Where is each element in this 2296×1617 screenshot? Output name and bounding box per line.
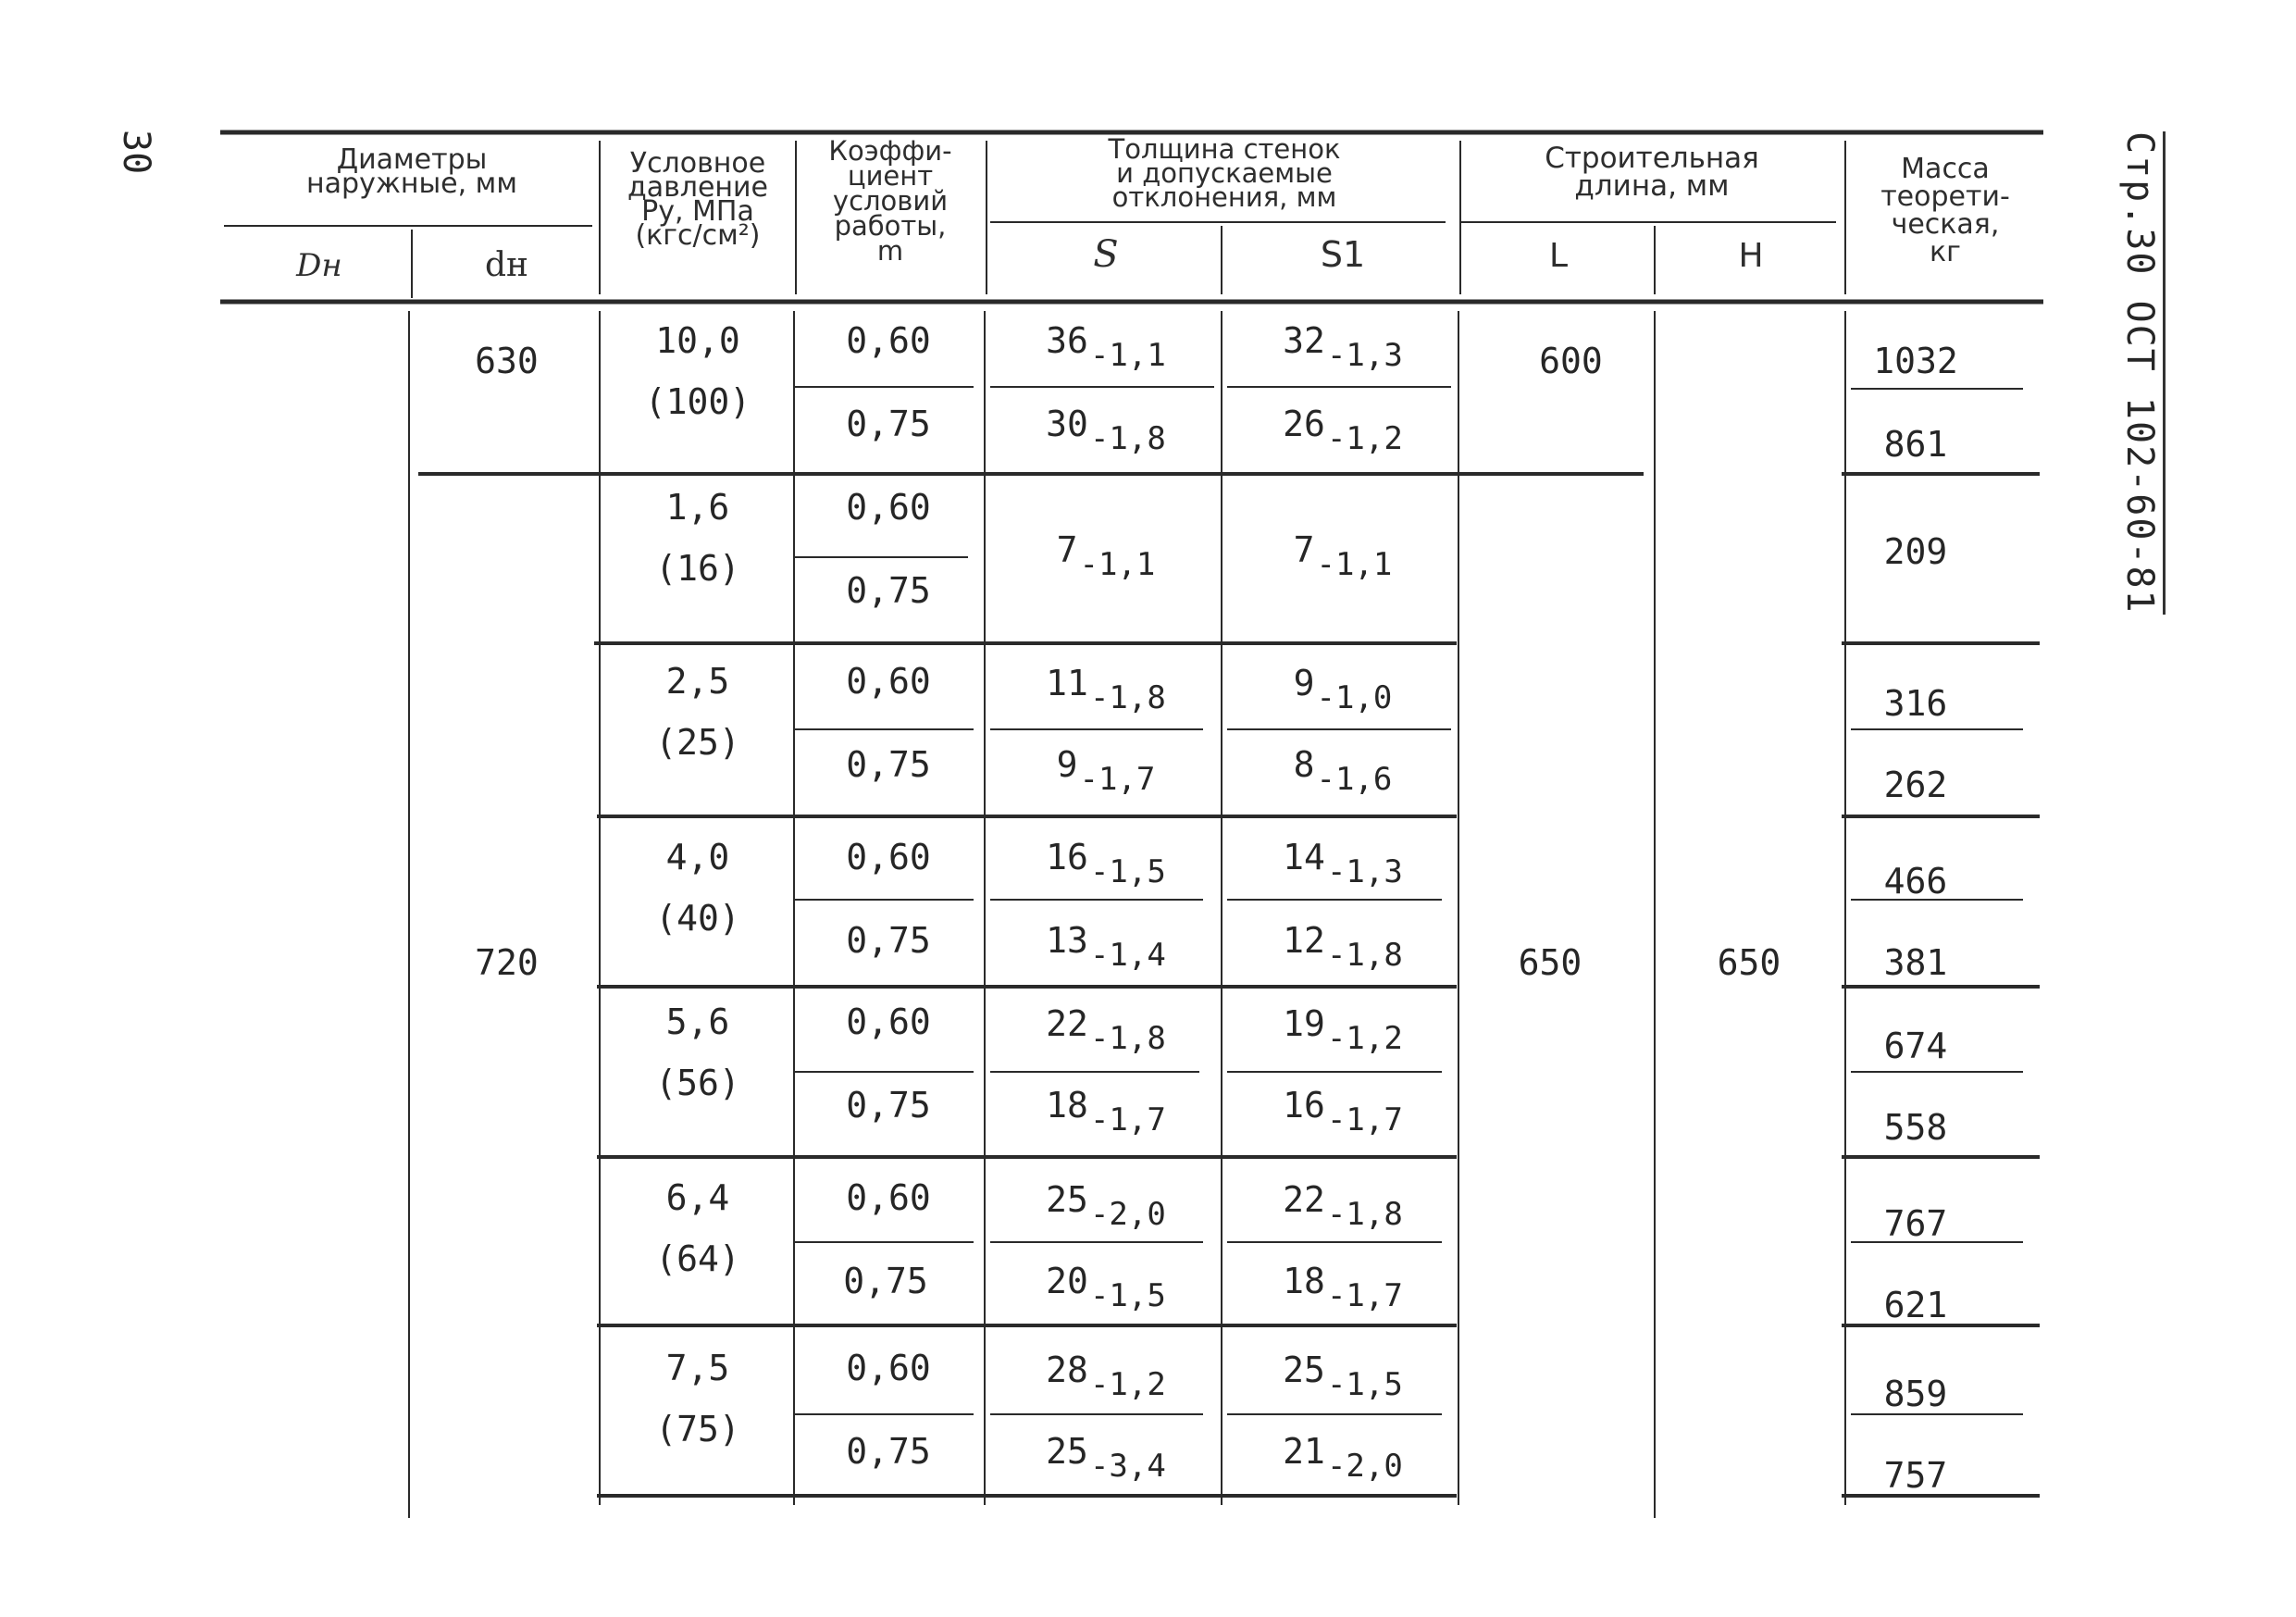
- pressure-kgf: (40): [655, 898, 740, 939]
- thickness-s1: $19_{-1,2}$: [1283, 1003, 1403, 1057]
- thickness-s1: $12_{-1,8}$: [1283, 920, 1403, 974]
- thickness-s: $25_{-2,0}$: [1046, 1179, 1166, 1233]
- mass-value: 262: [1883, 765, 1948, 805]
- header-mass: Масса теорети- ческая, кг: [1880, 153, 2010, 268]
- pressure-mpa: 2,5: [665, 661, 730, 702]
- thickness-s: $7_{-1,1}$: [1056, 529, 1156, 583]
- thickness-s1: $26_{-1,2}$: [1283, 404, 1403, 457]
- thickness-s: $16_{-1,5}$: [1046, 837, 1166, 890]
- coef-m: 0,75: [846, 920, 931, 961]
- header-length: Строительная длина, мм: [1545, 142, 1759, 203]
- thickness-s: $22_{-1,8}$: [1046, 1003, 1166, 1057]
- coef-m: 0,75: [846, 744, 931, 785]
- pressure-mpa: 1,6: [665, 487, 730, 528]
- thickness-s1: $32_{-1,3}$: [1283, 320, 1403, 374]
- coef-m: 0,60: [846, 1348, 931, 1388]
- thickness-s: $30_{-1,8}$: [1046, 404, 1166, 457]
- pressure-kgf: (25): [655, 722, 740, 763]
- thickness-s1: $25_{-1,5}$: [1283, 1350, 1403, 1403]
- coef-m: 0,75: [846, 1085, 931, 1126]
- pressure-kgf: (64): [655, 1238, 740, 1279]
- header-s1: S1: [1320, 234, 1366, 275]
- thickness-s1: $16_{-1,7}$: [1283, 1085, 1403, 1138]
- coef-m: 0,75: [846, 570, 931, 611]
- thickness-s: $9_{-1,7}$: [1056, 744, 1156, 798]
- page-number: 30: [115, 130, 157, 175]
- mass-value: 466: [1883, 861, 1948, 902]
- thickness-s1: $7_{-1,1}$: [1293, 529, 1393, 583]
- thickness-s1: $18_{-1,7}$: [1283, 1261, 1403, 1314]
- length-h-650: 650: [1717, 942, 1781, 983]
- mass-value: 767: [1883, 1203, 1948, 1244]
- pressure-mpa: 7,5: [665, 1348, 730, 1388]
- header-diameters: Диаметры наружные, мм: [306, 143, 517, 200]
- header-dn-inner: dн: [484, 246, 529, 284]
- thickness-s: $36_{-1,1}$: [1046, 320, 1166, 374]
- mass-value: 381: [1883, 942, 1948, 983]
- header-dn-outer: Dн: [296, 247, 342, 284]
- header-coef: Коэффи- циент условий работы, m: [828, 135, 952, 267]
- pressure-mpa: 10,0: [655, 320, 740, 361]
- thickness-s: $11_{-1,8}$: [1046, 663, 1166, 716]
- thickness-s1: $14_{-1,3}$: [1283, 837, 1403, 890]
- thickness-s: $13_{-1,4}$: [1046, 920, 1166, 974]
- mass-value: 757: [1883, 1455, 1948, 1496]
- mass-value: 209: [1883, 531, 1948, 572]
- pressure-kgf: (75): [655, 1409, 740, 1449]
- coef-m: 0,75: [846, 1431, 931, 1472]
- dn-630: 630: [475, 341, 539, 381]
- coef-m: 0,60: [846, 1177, 931, 1218]
- coef-m: 0,60: [846, 487, 931, 528]
- pressure-mpa: 5,6: [665, 1001, 730, 1042]
- thickness-s1: $9_{-1,0}$: [1293, 663, 1393, 716]
- length-l-600: 600: [1539, 341, 1603, 381]
- header-h: H: [1738, 237, 1764, 275]
- pressure-kgf: (56): [655, 1063, 740, 1103]
- pressure-mpa: 6,4: [665, 1177, 730, 1218]
- thickness-s: $18_{-1,7}$: [1046, 1085, 1166, 1138]
- thickness-s1: $21_{-2,0}$: [1283, 1431, 1403, 1485]
- thickness-s: $20_{-1,5}$: [1046, 1261, 1166, 1314]
- thickness-s: $28_{-1,2}$: [1046, 1350, 1166, 1403]
- mass-value: 558: [1883, 1107, 1948, 1148]
- mass-value: 316: [1883, 683, 1948, 724]
- coef-m: 0,75: [846, 404, 931, 444]
- mass-value: 674: [1883, 1026, 1948, 1066]
- thickness-s: $25_{-3,4}$: [1046, 1431, 1166, 1485]
- coef-m: 0,60: [846, 320, 931, 361]
- pressure-kgf: (16): [655, 548, 740, 589]
- header-thickness: Толщина стенок и допускаемые отклонения, мм: [1108, 133, 1341, 213]
- thickness-s1: $8_{-1,6}$: [1293, 744, 1393, 798]
- mass-value: 621: [1883, 1285, 1948, 1325]
- document-code: Стр.30 ОСТ 102-60-81: [2118, 131, 2166, 615]
- thickness-s1: $22_{-1,8}$: [1283, 1179, 1403, 1233]
- header-pressure: Условное давление Pу, МПа (кгс/см²): [627, 147, 768, 252]
- length-l-650: 650: [1518, 942, 1582, 983]
- mass-value: 859: [1883, 1374, 1948, 1414]
- mass-value: 1032: [1873, 341, 1958, 381]
- pressure-mpa: 4,0: [665, 837, 730, 877]
- pressure-kgf: (100): [644, 381, 751, 422]
- mass-value: 861: [1883, 424, 1948, 465]
- coef-m: 0,60: [846, 661, 931, 702]
- header-l: L: [1548, 237, 1569, 275]
- coef-m: 0,60: [846, 837, 931, 877]
- header-s: S: [1093, 233, 1119, 276]
- dn-720: 720: [475, 942, 539, 983]
- coef-m: 0,75: [843, 1261, 928, 1301]
- coef-m: 0,60: [846, 1001, 931, 1042]
